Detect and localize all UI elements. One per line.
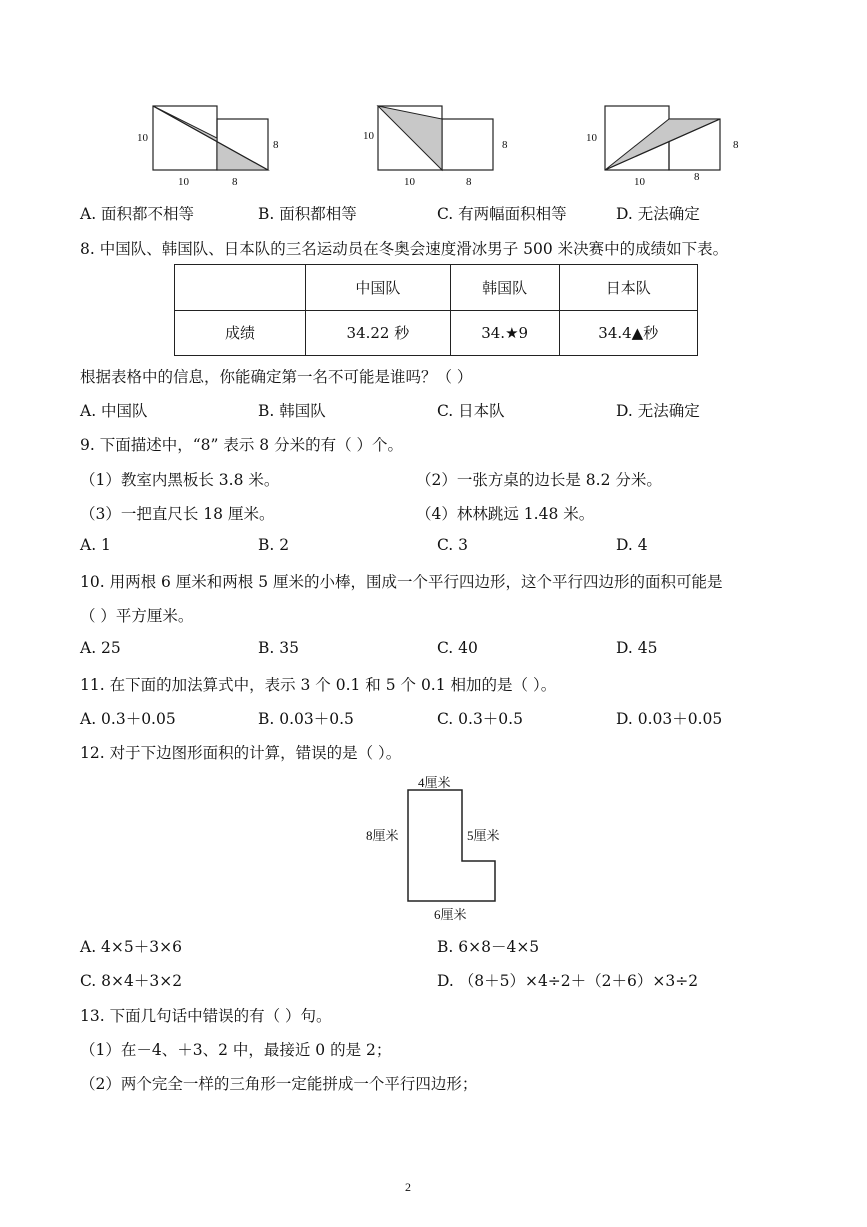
q7-option-b: B. 面积都相等 <box>258 205 357 223</box>
q7-fig-c-left-label: 10 <box>586 132 597 144</box>
q9-option-d: D. 4 <box>616 536 648 554</box>
q7-figure-c <box>582 100 752 195</box>
q10-option-c: C. 40 <box>437 639 478 657</box>
q8-followup: 根据表格中的信息，你能确定第一名不可能是谁吗？（ ） <box>80 368 473 386</box>
q7-fig-c-right-label: 8 <box>733 139 739 151</box>
q7-fig-a-left-label: 10 <box>137 132 148 144</box>
q13-item-1: （1）在－4、＋3、2 中，最接近 0 的是 2； <box>80 1041 392 1059</box>
q12-option-a: A. 4×5＋3×6 <box>80 938 182 956</box>
q11-option-c: C. 0.3＋0.5 <box>437 710 523 728</box>
q7-option-a: A. 面积都不相等 <box>80 205 195 223</box>
q12-l-shape-figure <box>400 785 510 910</box>
q12-right-label: 5厘米 <box>467 828 500 843</box>
q7-fig-a-right-label: 8 <box>273 139 279 151</box>
q11-option-a: A. 0.3＋0.05 <box>80 710 176 728</box>
q11-option-d: D. 0.03＋0.05 <box>616 710 723 728</box>
q10-option-b: B. 35 <box>258 639 299 657</box>
q7-fig-c-bottom2-label: 8 <box>694 171 700 183</box>
table-header-cell <box>175 265 306 311</box>
q11-option-b: B. 0.03＋0.5 <box>258 710 354 728</box>
table-header-row <box>175 265 698 311</box>
table-cell: 34.22 秒 <box>306 310 451 356</box>
table-cell: 34.4▲秒 <box>559 310 697 356</box>
q12-option-d: D. （8＋5）×4÷2＋（2＋6）×3÷2 <box>437 972 699 990</box>
table-row <box>175 310 698 356</box>
table-header-cell: 韩国队 <box>450 265 559 311</box>
q12-stem: 12. 对于下边图形面积的计算，错误的是（ ）。 <box>80 744 402 762</box>
q7-option-d: D. 无法确定 <box>616 205 700 223</box>
table-header-cell: 日本队 <box>559 265 697 311</box>
q11-stem: 11. 在下面的加法算式中，表示 3 个 0.1 和 5 个 0.1 相加的是（ ）。 <box>80 676 557 694</box>
q9-item-2: （2）一张方桌的边长是 8.2 分米。 <box>416 471 662 489</box>
q12-left-label: 8厘米 <box>366 828 399 843</box>
q13-stem: 13. 下面几句话中错误的有（ ）句。 <box>80 1007 332 1025</box>
q13-item-2: （2）两个完全一样的三角形一定能拼成一个平行四边形； <box>80 1075 478 1093</box>
q7-fig-b-bottom2-label: 8 <box>466 176 472 188</box>
q8-option-a: A. 中国队 <box>80 402 148 420</box>
q7-fig-c-bottom1-label: 10 <box>634 176 645 188</box>
page-number: 2 <box>405 1180 411 1194</box>
q7-fig-b-bottom1-label: 10 <box>404 176 415 188</box>
q7-fig-a-bottom1-label: 10 <box>178 176 189 188</box>
table-cell: 成绩 <box>175 310 306 356</box>
q12-bottom-label: 6厘米 <box>434 907 467 922</box>
q8-option-d: D. 无法确定 <box>616 402 700 420</box>
q9-item-3: （3）一把直尺长 18 厘米。 <box>80 505 275 523</box>
q10-option-a: A. 25 <box>80 639 121 657</box>
q10-stem-line1: 10. 用两根 6 厘米和两根 5 厘米的小棒，围成一个平行四边形，这个平行四边形的面积可能是 <box>80 573 723 591</box>
table-cell: 34.★9 <box>450 310 559 356</box>
q9-item-4: （4）林林跳远 1.48 米。 <box>416 505 595 523</box>
q7-option-c: C. 有两幅面积相等 <box>437 205 567 223</box>
q9-stem: 9. 下面描述中，“8” 表示 8 分米的有（ ）个。 <box>80 436 403 454</box>
q10-option-d: D. 45 <box>616 639 658 657</box>
q12-option-b: B. 6×8－4×5 <box>437 938 540 956</box>
q7-figure-b <box>355 100 525 195</box>
q8-score-table <box>174 264 698 356</box>
q8-option-b: B. 韩国队 <box>258 402 326 420</box>
table-header-cell: 中国队 <box>306 265 451 311</box>
q12-top-label: 4厘米 <box>418 775 451 790</box>
q9-option-c: C. 3 <box>437 536 469 554</box>
q9-option-a: A. 1 <box>80 536 111 554</box>
q9-option-b: B. 2 <box>258 536 290 554</box>
q7-fig-b-right-label: 8 <box>502 139 508 151</box>
q7-fig-a-bottom2-label: 8 <box>232 176 238 188</box>
q7-fig-b-left-label: 10 <box>363 130 374 142</box>
q9-item-1: （1）教室内黑板长 3.8 米。 <box>80 471 280 489</box>
q10-stem-line2: （ ）平方厘米。 <box>80 607 194 625</box>
q8-stem: 8. 中国队、韩国队、日本队的三名运动员在冬奥会速度滑冰男子 500 米决赛中的成绩如下表。 <box>80 240 729 258</box>
q12-option-c: C. 8×4＋3×2 <box>80 972 183 990</box>
q8-option-c: C. 日本队 <box>437 402 505 420</box>
